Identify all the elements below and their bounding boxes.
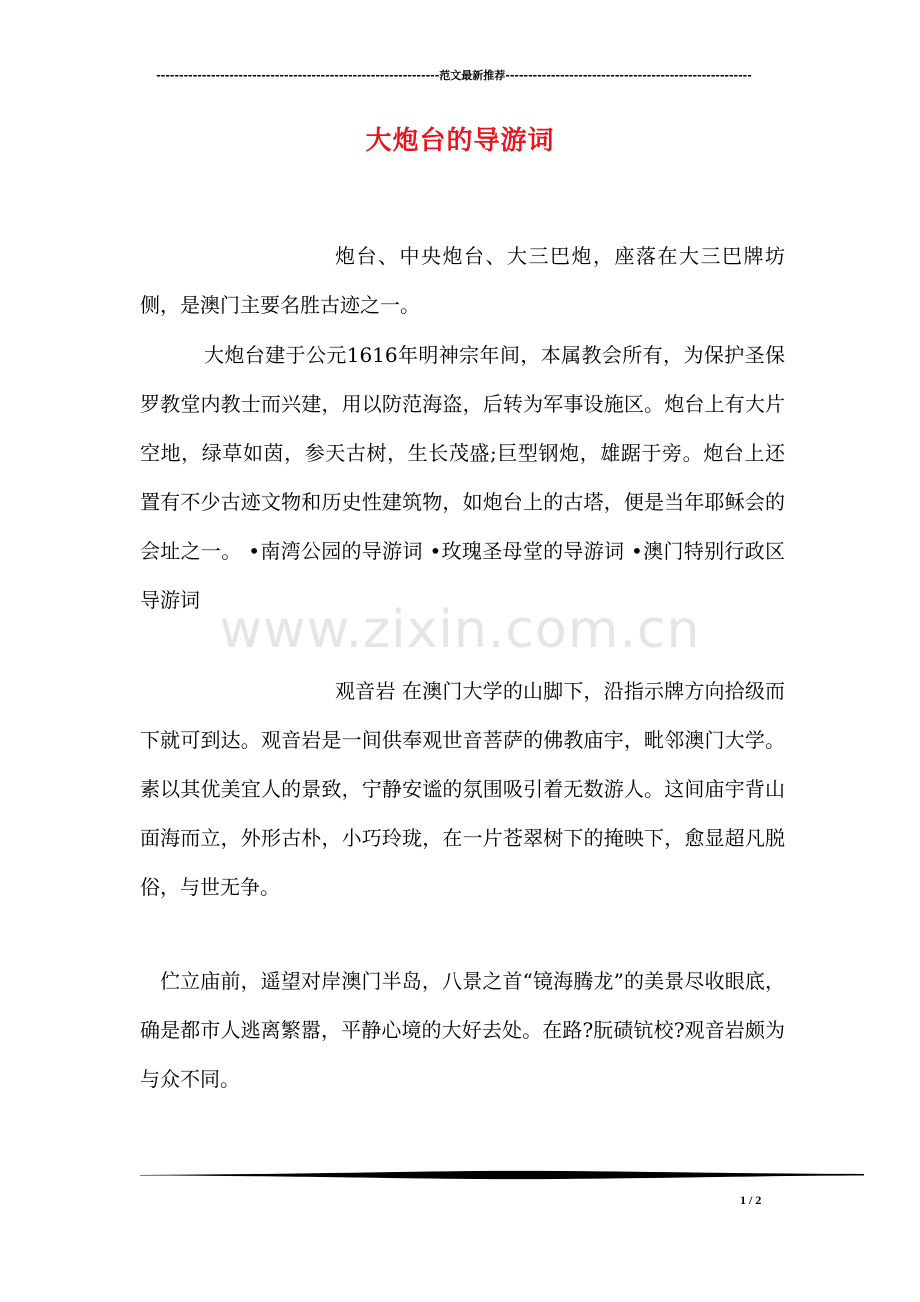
document-title: 大炮台的导游词 [365, 126, 555, 156]
paragraph-guanyin-rock: 观音岩 在澳门大学的山脚下，沿指示牌方向拾级而下就可到达。观音岩是一间供奉观世音菩萨的佛教庙宇，毗邻澳门大学。素以其优美宜人的景致，宁静安谧的氛围吸引着无数游人。这间庙宇背山面海而立，外形古朴，小巧玲珑，在一片苍翠树下的掩映下，愈显超凡脱俗，与世无争。 [140, 679, 785, 899]
paragraph-intro: 炮台、中央炮台、大三巴炮，座落在大三巴牌坊侧，是澳门主要名胜古迹之一。 [140, 244, 785, 317]
page-number: 1 / 2 [740, 1193, 762, 1207]
page-header: --------------------------------------------------------------范文最新推荐------------------------------------------------------ [156, 69, 752, 82]
paragraph-history: 大炮台建于公元1616年明神宗年间，本属教会所有，为保护圣保罗教堂内教士而兴建，用以防范海盗，后转为军事设施区。炮台上有大片空地，绿草如茵，参天古树，生长茂盛;巨型钢炮，雄踞于旁。炮台上还置有不少古迹文物和历史性建筑物，如炮台上的古塔，便是当年耶稣会的会址之一。 •南湾公园的导游词 •玫瑰圣母堂的导游词 •澳门特别行政区导游词 [140, 343, 785, 612]
watermark: www.zixin.com.cn [219, 600, 701, 660]
footer-rule [140, 1168, 864, 1182]
paragraph-temple-view: 伫立庙前，遥望对岸澳门半岛，八景之首“镜海腾龙”的美景尽收眼底，确是都市人逃离繁嚣，平静心境的大好去处。在路?朊碛钪校?观音岩颇为与众不同。 [140, 969, 785, 1091]
